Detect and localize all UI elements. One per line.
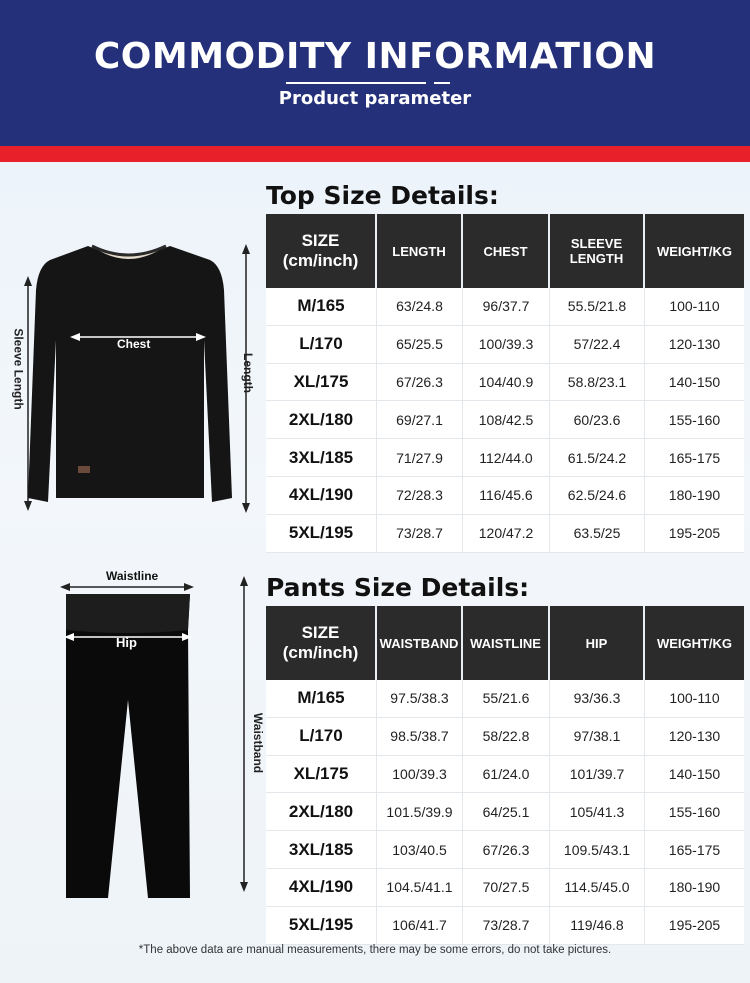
table-cell: 63/24.8 [377,288,463,326]
column-header: HIP [550,606,645,680]
size-cell: 4XL/190 [266,869,377,907]
table-row [266,831,744,869]
pants-size-title: Pants Size Details: [266,573,530,602]
sleeve-length-label: Sleeve Length [11,328,26,410]
table-cell: 120-130 [645,326,744,364]
table-cell: 71/27.9 [377,439,463,477]
waistline-label: Waistline [106,569,159,583]
table-cell: 155-160 [645,793,744,831]
table-row [266,515,744,553]
table-cell: 97/38.1 [550,718,645,756]
table-cell: 100-110 [645,680,744,718]
table-cell: 60/23.6 [550,401,645,439]
table-cell: 109.5/43.1 [550,831,645,869]
table-cell: 140-150 [645,364,744,402]
column-header: SLEEVE LENGTH [550,214,645,288]
column-header: WAISTBAND [377,606,463,680]
chest-label: Chest [117,337,151,351]
table-row [266,364,744,402]
size-cell: L/170 [266,326,377,364]
table-cell: 195-205 [645,515,744,553]
table-cell: 58.8/23.1 [550,364,645,402]
size-cell: 5XL/195 [266,907,377,945]
size-cell: XL/175 [266,364,377,402]
column-header: LENGTH [377,214,463,288]
page-subtitle: Product parameter [278,88,472,109]
table-header-row [266,214,744,288]
table-cell: 93/36.3 [550,680,645,718]
table-cell: 58/22.8 [463,718,550,756]
table-cell: 67/26.3 [377,364,463,402]
table-cell: 108/42.5 [463,401,550,439]
table-cell: 104/40.9 [463,364,550,402]
table-cell: 72/28.3 [377,477,463,515]
table-cell: 67/26.3 [463,831,550,869]
table-cell: 62.5/24.6 [550,477,645,515]
size-cell: XL/175 [266,756,377,794]
table-cell: 55/21.6 [463,680,550,718]
top-size-title: Top Size Details: [266,181,499,210]
table-cell: 98.5/38.7 [377,718,463,756]
table-row [266,439,744,477]
table-row [266,401,744,439]
table-cell: 120-130 [645,718,744,756]
hip-label: Hip [116,635,137,650]
pants-icon [0,560,270,910]
table-cell: 100-110 [645,288,744,326]
table-row [266,793,744,831]
top-size-table [266,214,744,553]
table-cell: 140-150 [645,756,744,794]
table-cell: 97.5/38.3 [377,680,463,718]
table-cell: 120/47.2 [463,515,550,553]
table-cell: 101/39.7 [550,756,645,794]
table-cell: 119/46.8 [550,907,645,945]
column-header: CHEST [463,214,550,288]
size-cell: 5XL/195 [266,515,377,553]
table-cell: 165-175 [645,831,744,869]
table-cell: 63.5/25 [550,515,645,553]
size-cell: 4XL/190 [266,477,377,515]
table-cell: 61.5/24.2 [550,439,645,477]
table-row [266,907,744,945]
table-cell: 104.5/41.1 [377,869,463,907]
table-cell: 96/37.7 [463,288,550,326]
column-header: WEIGHT/KG [645,606,744,680]
pants-size-table [266,606,744,945]
table-cell: 195-205 [645,907,744,945]
column-header: WEIGHT/KG [645,214,744,288]
size-cell: 3XL/185 [266,831,377,869]
table-row [266,477,744,515]
table-cell: 73/28.7 [463,907,550,945]
column-header: WAISTLINE [463,606,550,680]
table-row [266,718,744,756]
table-cell: 180-190 [645,477,744,515]
table-cell: 57/22.4 [550,326,645,364]
table-cell: 61/24.0 [463,756,550,794]
table-cell: 55.5/21.8 [550,288,645,326]
header-banner [0,0,750,146]
waistband-label: Waistband [251,712,266,774]
size-cell: L/170 [266,718,377,756]
pants-illustration [0,560,270,910]
table-cell: 112/44.0 [463,439,550,477]
table-cell: 155-160 [645,401,744,439]
shirt-icon [0,230,270,520]
table-cell: 116/45.6 [463,477,550,515]
table-row [266,869,744,907]
size-cell: M/165 [266,288,377,326]
table-row [266,756,744,794]
accent-bar [0,146,750,162]
size-cell: M/165 [266,680,377,718]
length-label: Length [241,353,255,393]
table-cell: 64/25.1 [463,793,550,831]
table-cell: 114.5/45.0 [550,869,645,907]
table-cell: 103/40.5 [377,831,463,869]
size-cell: 3XL/185 [266,439,377,477]
table-cell: 101.5/39.9 [377,793,463,831]
size-cell: 2XL/180 [266,793,377,831]
shirt-illustration [0,230,270,520]
column-header: SIZE (cm/inch) [266,214,377,288]
title-underline-dash [434,82,450,84]
table-cell: 73/28.7 [377,515,463,553]
table-row [266,680,744,718]
footnote: *The above data are manual measurements, there may be some errors, do not take pictures. [138,944,612,956]
column-header: SIZE (cm/inch) [266,606,377,680]
table-cell: 165-175 [645,439,744,477]
table-cell: 106/41.7 [377,907,463,945]
table-header-row [266,606,744,680]
title-underline [286,82,426,84]
table-row [266,326,744,364]
table-cell: 100/39.3 [463,326,550,364]
table-cell: 65/25.5 [377,326,463,364]
page-title: COMMODITY INFORMATION [93,36,657,77]
table-cell: 100/39.3 [377,756,463,794]
table-cell: 180-190 [645,869,744,907]
size-cell: 2XL/180 [266,401,377,439]
table-row [266,288,744,326]
table-cell: 70/27.5 [463,869,550,907]
table-cell: 105/41.3 [550,793,645,831]
table-cell: 69/27.1 [377,401,463,439]
